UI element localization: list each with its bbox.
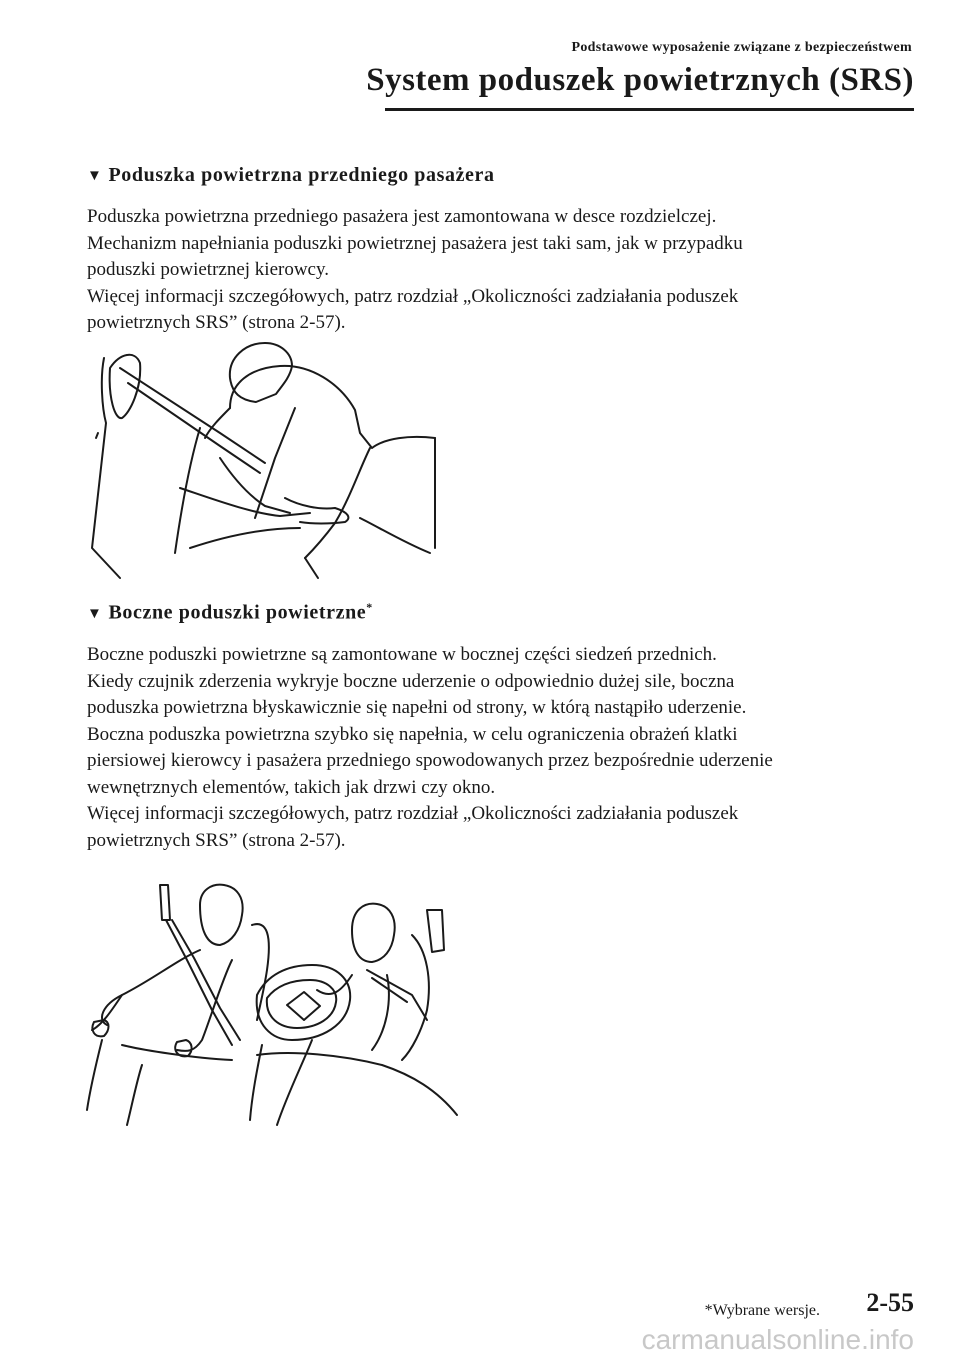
optional-equipment-mark: *: [366, 600, 373, 614]
footnote: *Wybrane wersje.: [704, 1302, 820, 1319]
section-heading-passenger-airbag: [87, 164, 495, 187]
body-line: poduszki powietrznej kierowcy.: [87, 259, 329, 280]
section-heading-text: Boczne poduszki powietrzne: [108, 601, 367, 624]
section-heading-text: Poduszka powietrzna przedniego pasażera: [108, 164, 495, 186]
triangle-bullet-icon: ▼: [87, 168, 103, 184]
body-line: Boczne poduszki powietrzne są zamontowane w bocznej części siedzeń przednich.: [87, 644, 717, 665]
body-line: powietrznych SRS” (strona 2-57).: [87, 312, 346, 333]
side-airbags-illustration: [82, 880, 472, 1130]
triangle-bullet-icon: ▼: [87, 605, 103, 622]
body-line: Więcej informacji szczegółowych, patrz rozdział „Okoliczności zadziałania poduszek: [87, 285, 739, 307]
watermark: carmanualsonline.info: [641, 1324, 914, 1355]
body-line: wewnętrznych elementów, takich jak drzwi czy okno.: [87, 776, 496, 798]
header-subtitle: Podstawowe wyposażenie związane z bezpieczeństwem: [571, 40, 912, 55]
page-title: System poduszek powietrznych (SRS): [366, 62, 914, 98]
page-number: 2-55: [866, 1288, 914, 1317]
section-body-side-airbags: [87, 642, 887, 854]
section-heading-side-airbags: [87, 600, 373, 625]
body-line: powietrznych SRS” (strona 2-57).: [87, 829, 346, 851]
body-line: piersiowej kierowcy i pasażera przedniego spowodowanych przez bezpośrednie uderzenie: [87, 750, 773, 771]
body-line: poduszka powietrzna błyskawicznie się napełni od strony, w którą nastąpiło uderzenie.: [87, 697, 747, 718]
body-line: Boczna poduszka powietrzna szybko się napełnia, w celu ograniczenia obrażeń klatki: [87, 723, 738, 745]
body-line: Poduszka powietrzna przedniego pasażera jest zamontowana w desce rozdzielczej.: [87, 206, 717, 227]
body-line: Więcej informacji szczegółowych, patrz rozdział „Okoliczności zadziałania poduszek: [87, 803, 739, 824]
body-line: Mechanizm napełniania poduszki powietrznej pasażera jest taki sam, jak w przypadku: [87, 232, 743, 254]
header-divider: [385, 108, 914, 111]
section-body-passenger-airbag: [87, 204, 887, 337]
passenger-airbag-illustration: [80, 338, 440, 583]
body-line: Kiedy czujnik zderzenia wykryje boczne uderzenie o odpowiednio dużej sile, boczna: [87, 670, 735, 692]
